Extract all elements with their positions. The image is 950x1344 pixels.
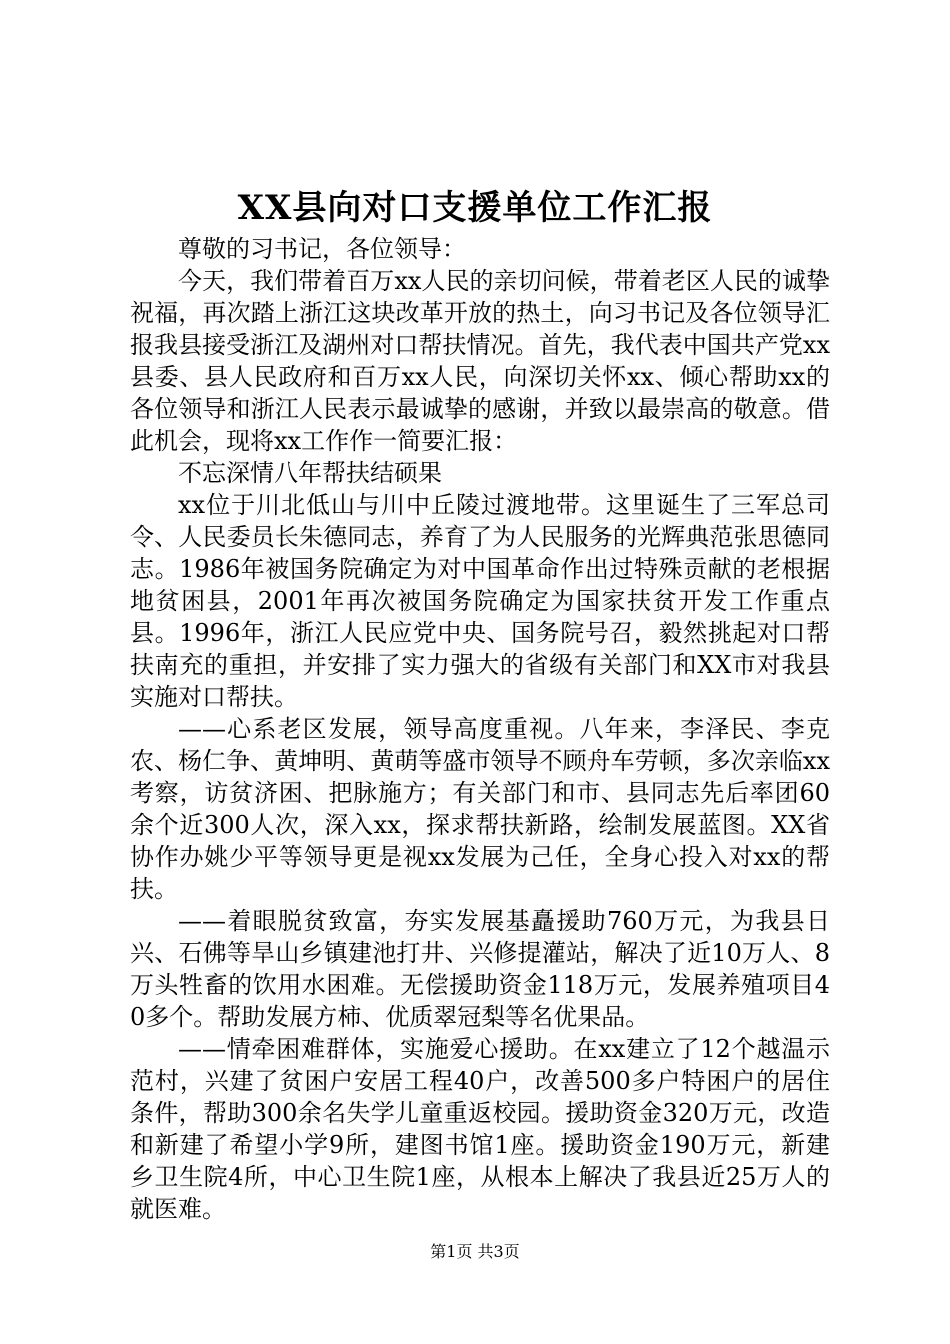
section-heading: 不忘深情八年帮扶结硕果 xyxy=(178,459,442,487)
development-paragraph: ——着眼脱贫致富，夯实发展基矗援助760万元，为我县日兴、石佛等旱山乡镇建池打井、兴修提灌站，解决了近10万人、8万头牲畜的饮用水困难。无偿援助资金118万元，发展养殖项目40多个。帮助发展方柿、优质翠冠梨等名优果品。 xyxy=(130,907,830,1031)
assistance-paragraph: ——情牵困难群体，实施爱心援助。在xx建立了12个越温示范村，兴建了贫困户安居工程40户，改善500多户特困户的居住条件，帮助300余名失学儿童重返校园。援助资金320万元，改造和新建了希望小学9所，建图书馆1座。援助资金190万元，新建乡卫生院4所，中心卫生院1座，从根本上解决了我县近25万人的就医难。 xyxy=(130,1035,830,1223)
document-body xyxy=(130,233,830,1225)
leadership-paragraph: ——心系老区发展，领导高度重视。八年来，李泽民、李克农、杨仁争、黄坤明、黄萌等盛市领导不顾舟车劳顿，多次亲临xx考察，访贫济困、把脉施方；有关部门和市、县同志先后率团60余个近300人次，深入xx，探求帮扶新路，绘制发展蓝图。XX省协作办姚少平等领导更是视xx发展为己任，全身心投入对xx的帮扶。 xyxy=(130,715,830,903)
background-paragraph: xx位于川北低山与川中丘陵过渡地带。这里诞生了三军总司令、人民委员长朱德同志，养育了为人民服务的光辉典范张思德同志。1986年被国务院确定为对中国革命作出过特殊贡献的老根据地贫困县，2001年再次被国务院确定为国家扶贫开发工作重点县。1996年，浙江人民应党中央、国务院号召，毅然挑起对口帮扶南充的重担，并安排了实力强大的省级有关部门和XX市对我县实施对口帮扶。 xyxy=(130,491,830,711)
intro-paragraph: 今天，我们带着百万xx人民的亲切问候，带着老区人民的诚挚祝福，再次踏上浙江这块改革开放的热土，向习书记及各位领导汇报我县接受浙江及湖州对口帮扶情况。首先，我代表中国共产党xx县委、县人民政府和百万xx人民，向深切关怀xx、倾心帮助xx的各位领导和浙江人民表示最诚挚的感谢，并致以最崇高的敬意。借此机会，现将xx工作作一简要汇报： xyxy=(130,267,830,455)
document-title: XX县向对口支援单位工作汇报 xyxy=(237,188,713,228)
salutation-paragraph: 尊敬的习书记，各位领导： xyxy=(178,235,466,263)
page-number-footer: 第1页 共3页 xyxy=(430,1242,520,1261)
